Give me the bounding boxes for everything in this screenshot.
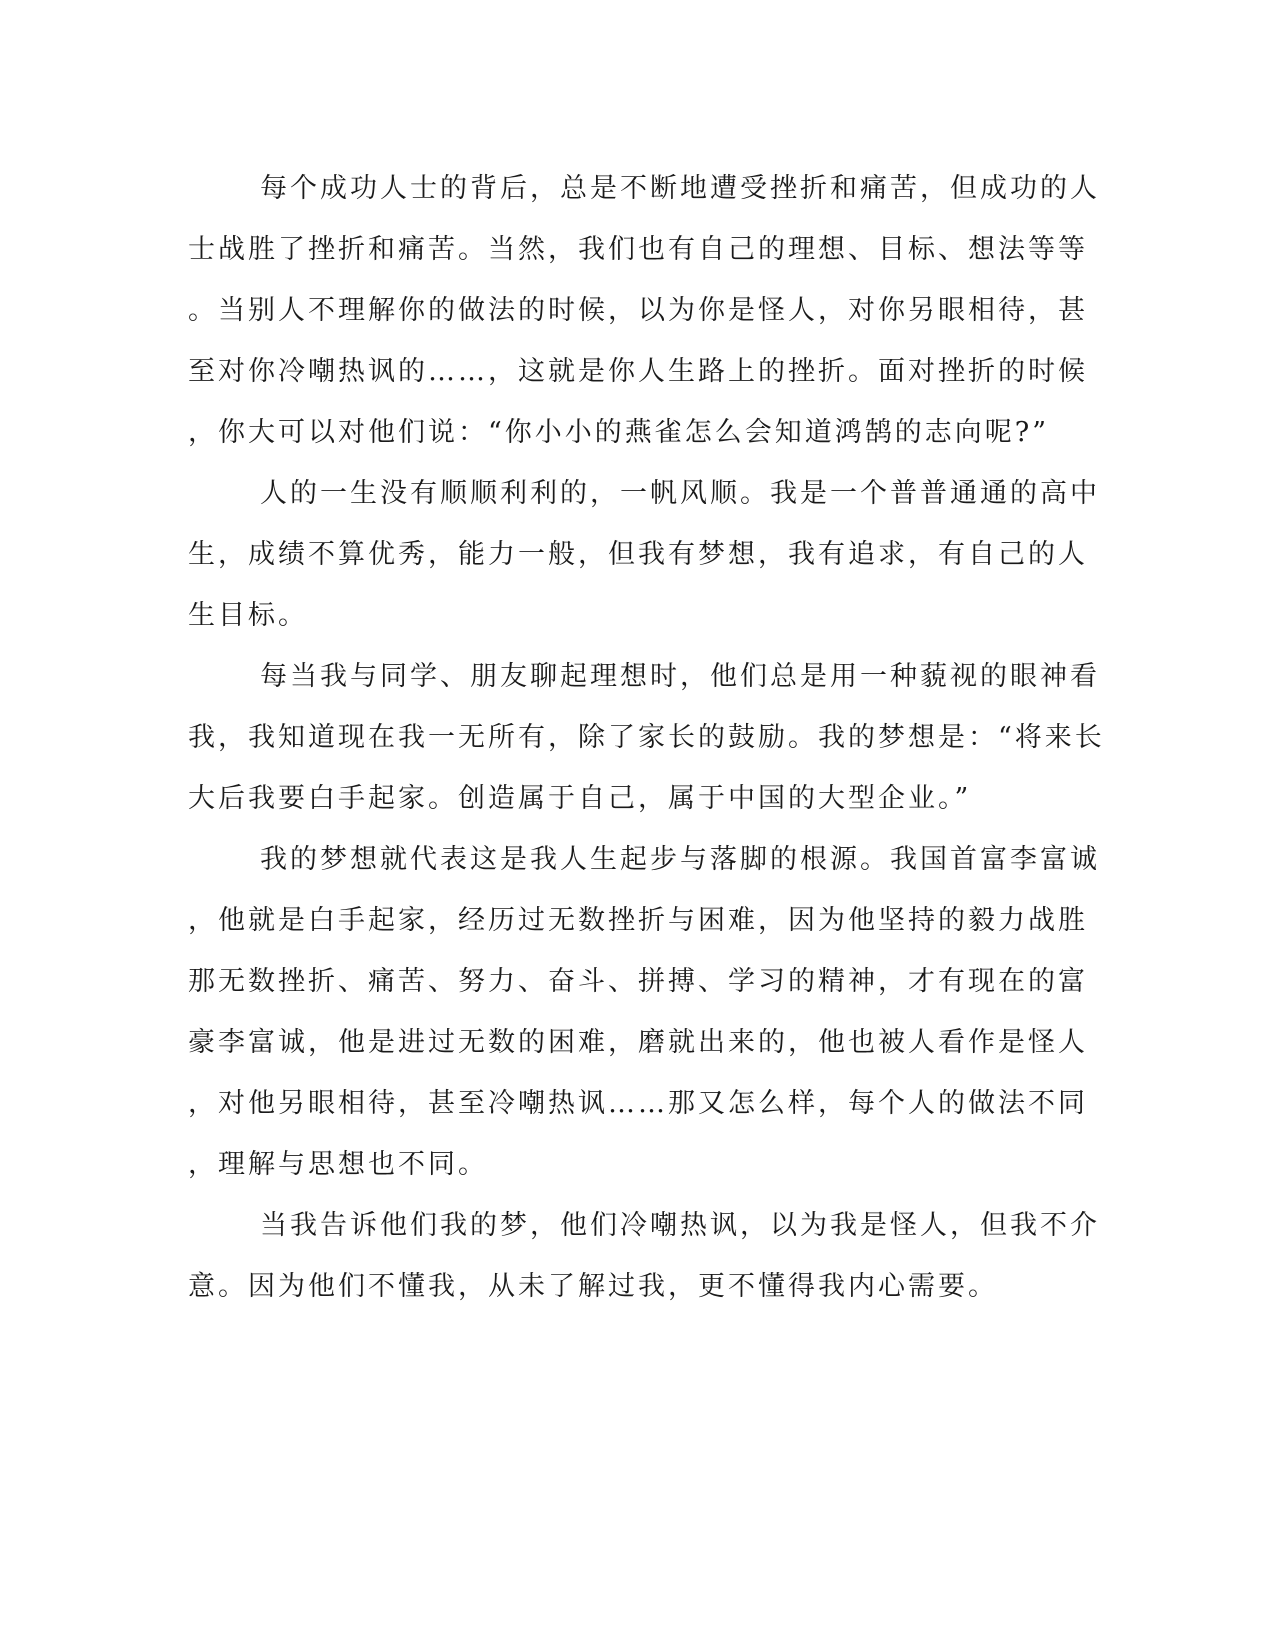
paragraph-line: 我的梦想就代表这是我人生起步与落脚的根源。我国首富李富诚 — [260, 844, 1100, 875]
paragraph-line: 那无数挫折、痛苦、努力、奋斗、拼搏、学习的精神，才有现在的富 — [188, 966, 1088, 997]
document-body — [188, 158, 1105, 1317]
paragraph-line: 生目标。 — [188, 600, 308, 631]
paragraph-5 — [188, 1195, 1100, 1317]
paragraph-line: 意。因为他们不懂我，从未了解过我，更不懂得我内心需要。 — [188, 1271, 998, 1302]
paragraph-line: 我，我知道现在我一无所有，除了家长的鼓励。我的梦想是：“将来长 — [188, 722, 1105, 753]
paragraph-line: 人的一生没有顺顺利利的，一帆风顺。我是一个普普通通的高中 — [260, 478, 1100, 509]
paragraph-line: 至对你冷嘲热讽的……，这就是你人生路上的挫折。面对挫折的时候 — [188, 356, 1088, 387]
paragraph-line: 生，成绩不算优秀，能力一般，但我有梦想，我有追求，有自己的人 — [188, 539, 1088, 570]
paragraph-line: 大后我要白手起家。创造属于自己，属于中国的大型企业。” — [188, 783, 972, 814]
paragraph-line: 每个成功人士的背后，总是不断地遭受挫折和痛苦，但成功的人 — [260, 173, 1100, 204]
paragraph-line: 。当别人不理解你的做法的时候，以为你是怪人，对你另眼相待，甚 — [188, 295, 1088, 326]
paragraph-4 — [188, 829, 1100, 1195]
paragraph-line: 豪李富诚，他是进过无数的困难，磨就出来的，他也被人看作是怪人 — [188, 1027, 1088, 1058]
paragraph-line: 士战胜了挫折和痛苦。当然，我们也有自己的理想、目标、想法等等 — [188, 234, 1088, 265]
paragraph-line: ，理解与思想也不同。 — [188, 1149, 488, 1180]
paragraph-line: 当我告诉他们我的梦，他们冷嘲热讽，以为我是怪人，但我不介 — [260, 1210, 1100, 1241]
paragraph-2 — [188, 463, 1100, 646]
paragraph-line: ，他就是白手起家，经历过无数挫折与困难，因为他坚持的毅力战胜 — [188, 905, 1088, 936]
paragraph-3 — [188, 646, 1105, 829]
paragraph-1 — [188, 158, 1100, 463]
paragraph-line: ，你大可以对他们说：“你小小的燕雀怎么会知道鸿鹄的志向呢?” — [188, 417, 1050, 448]
paragraph-line: ，对他另眼相待，甚至冷嘲热讽……那又怎么样，每个人的做法不同 — [188, 1088, 1088, 1119]
paragraph-line: 每当我与同学、朋友聊起理想时，他们总是用一种藐视的眼神看 — [260, 661, 1100, 692]
